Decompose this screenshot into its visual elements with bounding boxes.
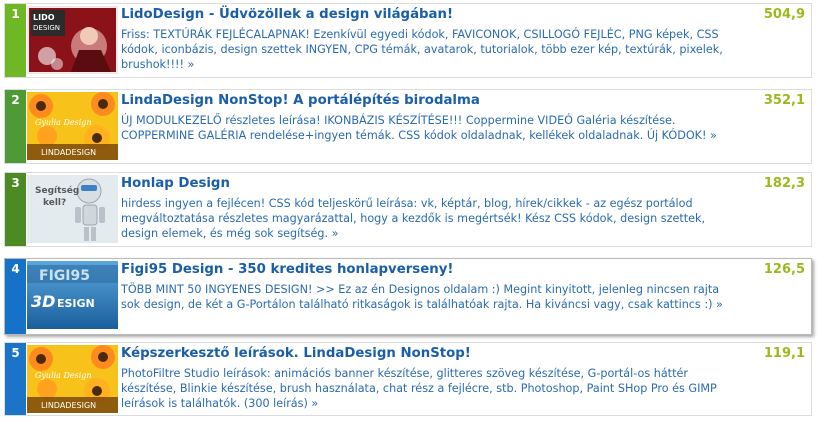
rank-badge: 3 (5, 173, 26, 246)
site-score: 119,1 (763, 346, 805, 361)
rank-badge: 4 (5, 259, 26, 334)
site-thumbnail[interactable] (27, 92, 118, 160)
site-thumbnail[interactable] (27, 6, 118, 74)
site-score: 504,9 (763, 7, 805, 22)
site-thumbnail[interactable] (27, 175, 118, 243)
svg-text:kell?: kell? (43, 198, 67, 208)
thumbnail-logo-text: Segítség (35, 186, 80, 196)
thumbnail-logo-text: LINDADESIGN (41, 148, 97, 157)
list-item-highlighted[interactable] (4, 258, 812, 335)
list-item[interactable] (4, 3, 812, 78)
site-thumbnail[interactable] (27, 261, 118, 329)
list-item[interactable] (4, 342, 812, 416)
site-description[interactable]: hirdess ingyen a fejlécen! CSS kód teljeskörű leírása: vk, képtár, blog, hírek/cikkek - az egész portálod megváltoztatása részletes magyarázattal, hogy a kezdők is megértsék! Kész CSS kódok, design szettek, design elemek, és még sok segítség. » (121, 197, 706, 240)
rank-badge: 2 (5, 90, 26, 163)
thumbnail-logo-text: LIDO (33, 13, 55, 22)
site-title-link[interactable]: LidoDesign - Üdvözöllek a design világában! (121, 7, 454, 22)
site-thumbnail[interactable] (27, 345, 118, 413)
svg-text:3D: 3D (31, 292, 56, 311)
thumbnail-logo-text: FIGI95 (39, 268, 90, 284)
site-score: 352,1 (763, 93, 805, 108)
site-description[interactable]: ÚJ MODULKEZELŐ részletes leírása! IKONBÁZIS KÉSZÍTÉSE!!! Coppermine VIDEÓ Galéria készítése. COPPERMINE GALÉRIA rendelése+ingyen témák. CSS kódok oldaladnak, kellékek oldaladnak. Új KÓDOK! » (121, 114, 717, 142)
svg-text:DESIGN: DESIGN (33, 24, 60, 32)
rank-badge: 1 (5, 4, 26, 77)
site-score: 182,3 (763, 176, 805, 191)
site-score: 126,5 (763, 262, 805, 277)
svg-text:Gyulia Design: Gyulia Design (35, 371, 92, 380)
thumbnail-logo-text: LINDADESIGN (41, 401, 97, 410)
site-description[interactable]: PhotoFiltre Studio leírások: animációs banner készítése, glitteres szöveg készítése, G-portál-os háttér készítése, Blinkie készítése, brush használata, chat rész a fejlécre, stb. Photoshop, Paint SHop Pro és GIMP leírások is találhatók. (300 leírás) » (121, 367, 717, 410)
rank-badge: 5 (5, 343, 26, 415)
site-description[interactable]: Friss: TEXTÚRÁK FEJLÉCALAPNAK! Ezenkívül egyedi kódok, FAVICONOK, CSILLOGÓ FEJLÉC, PNG képek, CSS kódok, iconbázis, design szettek INGYEN, CPG témák, avatarok, tutorialok, több ezer kép, textúrák, pixelek, brushok!!!! » (121, 28, 723, 71)
site-description[interactable]: TÖBB MINT 50 INGYENES DESIGN! >> Ez az én Designos oldalam :) Megint kinyitott, jelenleg nincsen rajta sok design, de két a G-Portálon található ritkaságok is találhatóak rajta. Ha kiváncsi vagy, csak kattincs :) » (121, 283, 723, 311)
list-item[interactable] (4, 172, 812, 247)
list-item[interactable] (4, 89, 812, 164)
site-title-link[interactable]: Képszerkesztő leírások. LindaDesign NonStop! (121, 346, 471, 361)
site-title-link[interactable]: LindaDesign NonStop! A portálépítés birodalma (121, 93, 480, 108)
svg-text:ESIGN: ESIGN (57, 297, 95, 310)
site-title-link[interactable]: Figi95 Design - 350 kredites honlapverseny! (121, 262, 454, 277)
svg-text:Gyulia Design: Gyulia Design (35, 118, 92, 127)
site-title-link[interactable]: Honlap Design (121, 176, 230, 191)
